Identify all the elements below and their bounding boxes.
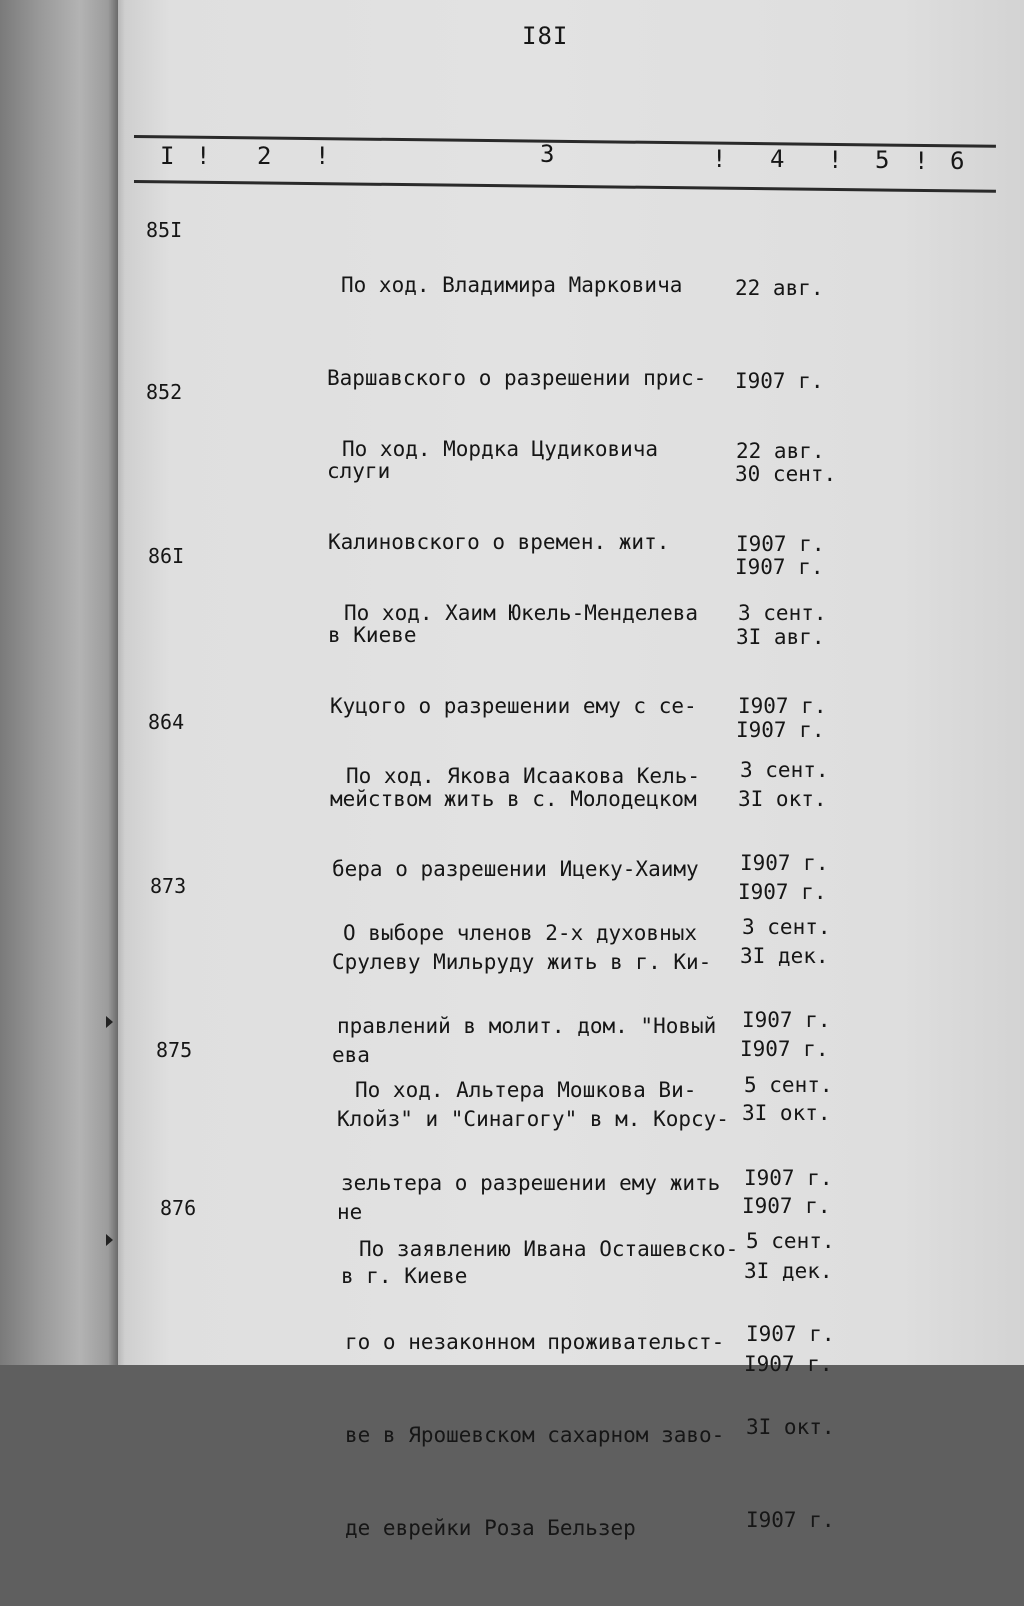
column-separator: ! xyxy=(828,146,843,174)
description-line: мейством жить в с. Молодецком xyxy=(330,787,697,811)
description-line: не xyxy=(337,1200,363,1224)
date-end-year: I907 г. xyxy=(744,1352,833,1376)
entry-number: 86I xyxy=(148,544,185,568)
date-end-year: I907 г. xyxy=(735,555,824,579)
date-end-day: 3I авг. xyxy=(736,625,825,649)
description-line: бера о разрешении Ицеку-Хаиму xyxy=(332,857,699,881)
description-line: По ход. Владимира Марковича xyxy=(341,273,683,297)
header-rule-bottom xyxy=(134,180,996,193)
date-end-day: 3I окт. xyxy=(746,1415,835,1439)
description-line: О выборе членов 2-х духовных xyxy=(343,921,698,945)
description-line: в г. Киеве xyxy=(341,1264,468,1288)
date-start-year: I907 г. xyxy=(735,369,824,393)
date-end-year: I907 г. xyxy=(742,1194,831,1218)
margin-mark xyxy=(106,1016,113,1028)
description-line: Куцого о разрешении ему с се- xyxy=(330,694,697,718)
entry-description xyxy=(345,1172,757,1606)
description-line: зельтера о разрешении ему жить xyxy=(341,1171,721,1195)
date-end-day: 3I окт. xyxy=(742,1101,831,1125)
description-line: По ход. Якова Исаакова Кель- xyxy=(346,764,701,788)
page-number: I8I xyxy=(522,22,569,50)
date-start-day: 3 сент. xyxy=(742,915,831,939)
column-header-3: 3 xyxy=(540,140,555,168)
date-end-year: I907 г. xyxy=(746,1508,835,1532)
entry-number: 85I xyxy=(146,218,183,242)
date-start-year: I907 г. xyxy=(746,1322,835,1346)
date-start-day: 22 авг. xyxy=(735,276,824,300)
description-line: правлений в молит. дом. "Новый xyxy=(337,1014,717,1038)
column-header-4: 4 xyxy=(770,145,785,173)
column-header-2: 2 xyxy=(257,142,272,170)
description-line: ве в Ярошевском сахарном заво- xyxy=(345,1423,725,1447)
date-start-year: I907 г. xyxy=(742,1008,831,1032)
date-start-day: 22 авг. xyxy=(736,439,825,463)
date-start-day: 5 сент. xyxy=(744,1073,833,1097)
date-end-day: 3I окт. xyxy=(738,787,827,811)
column-header-5: 5 xyxy=(875,146,890,174)
date-end-year: I907 г. xyxy=(740,1037,829,1061)
date-end-year: I907 г. xyxy=(736,718,825,742)
column-separator: ! xyxy=(315,142,330,170)
column-separator: ! xyxy=(712,145,727,173)
description-line: Срулеву Мильруду жить в г. Ки- xyxy=(332,950,712,974)
column-header-1: I xyxy=(160,142,175,170)
entry-number: 852 xyxy=(146,380,183,404)
description-line: По ход. Хаим Юкель-Менделева xyxy=(344,601,699,625)
column-header-6: 6 xyxy=(950,147,965,175)
description-line: По ход. Альтера Мошкова Ви- xyxy=(355,1078,697,1102)
date-start-year: I907 г. xyxy=(740,851,829,875)
description-line: Клойз" и "Синагогу" в м. Корсу- xyxy=(337,1107,729,1131)
entry-number: 876 xyxy=(160,1196,197,1220)
date-start-day: 3 сент. xyxy=(740,758,829,782)
date-end-day: 3I дек. xyxy=(744,1259,833,1283)
description-line: го о незаконном проживательст- xyxy=(345,1330,725,1354)
description-line: Калиновского о времен. жит. xyxy=(328,530,670,554)
description-line: По заявлению Ивана Осташевско- xyxy=(359,1237,739,1261)
date-start-day: 3 сент. xyxy=(738,601,827,625)
description-line: де еврейки Роза Бельзер xyxy=(345,1516,636,1540)
description-line: По ход. Мордка Цудиковича xyxy=(342,437,659,461)
description-line: ева xyxy=(332,1043,370,1067)
description-line: слуги xyxy=(327,459,391,483)
date-start-year: I907 г. xyxy=(744,1166,833,1190)
date-end-day: 3I дек. xyxy=(740,944,829,968)
column-separator: ! xyxy=(914,147,929,175)
column-separator: ! xyxy=(196,142,211,170)
book-binding-shadow xyxy=(0,0,118,1365)
date-start-year: I907 г. xyxy=(736,532,825,556)
description-line: в Киеве xyxy=(328,623,417,647)
date-start-year: I907 г. xyxy=(738,694,827,718)
description-line: Варшавского о разрешении прис- xyxy=(327,366,707,390)
date-end-day: 30 сент. xyxy=(735,462,837,486)
entry-dates xyxy=(746,1164,866,1598)
entry-number: 873 xyxy=(150,874,187,898)
date-start-day: 5 сент. xyxy=(746,1229,835,1253)
date-end-year: I907 г. xyxy=(738,880,827,904)
margin-mark xyxy=(106,1234,113,1246)
entry-number: 864 xyxy=(148,710,185,734)
entry-number: 875 xyxy=(156,1038,193,1062)
